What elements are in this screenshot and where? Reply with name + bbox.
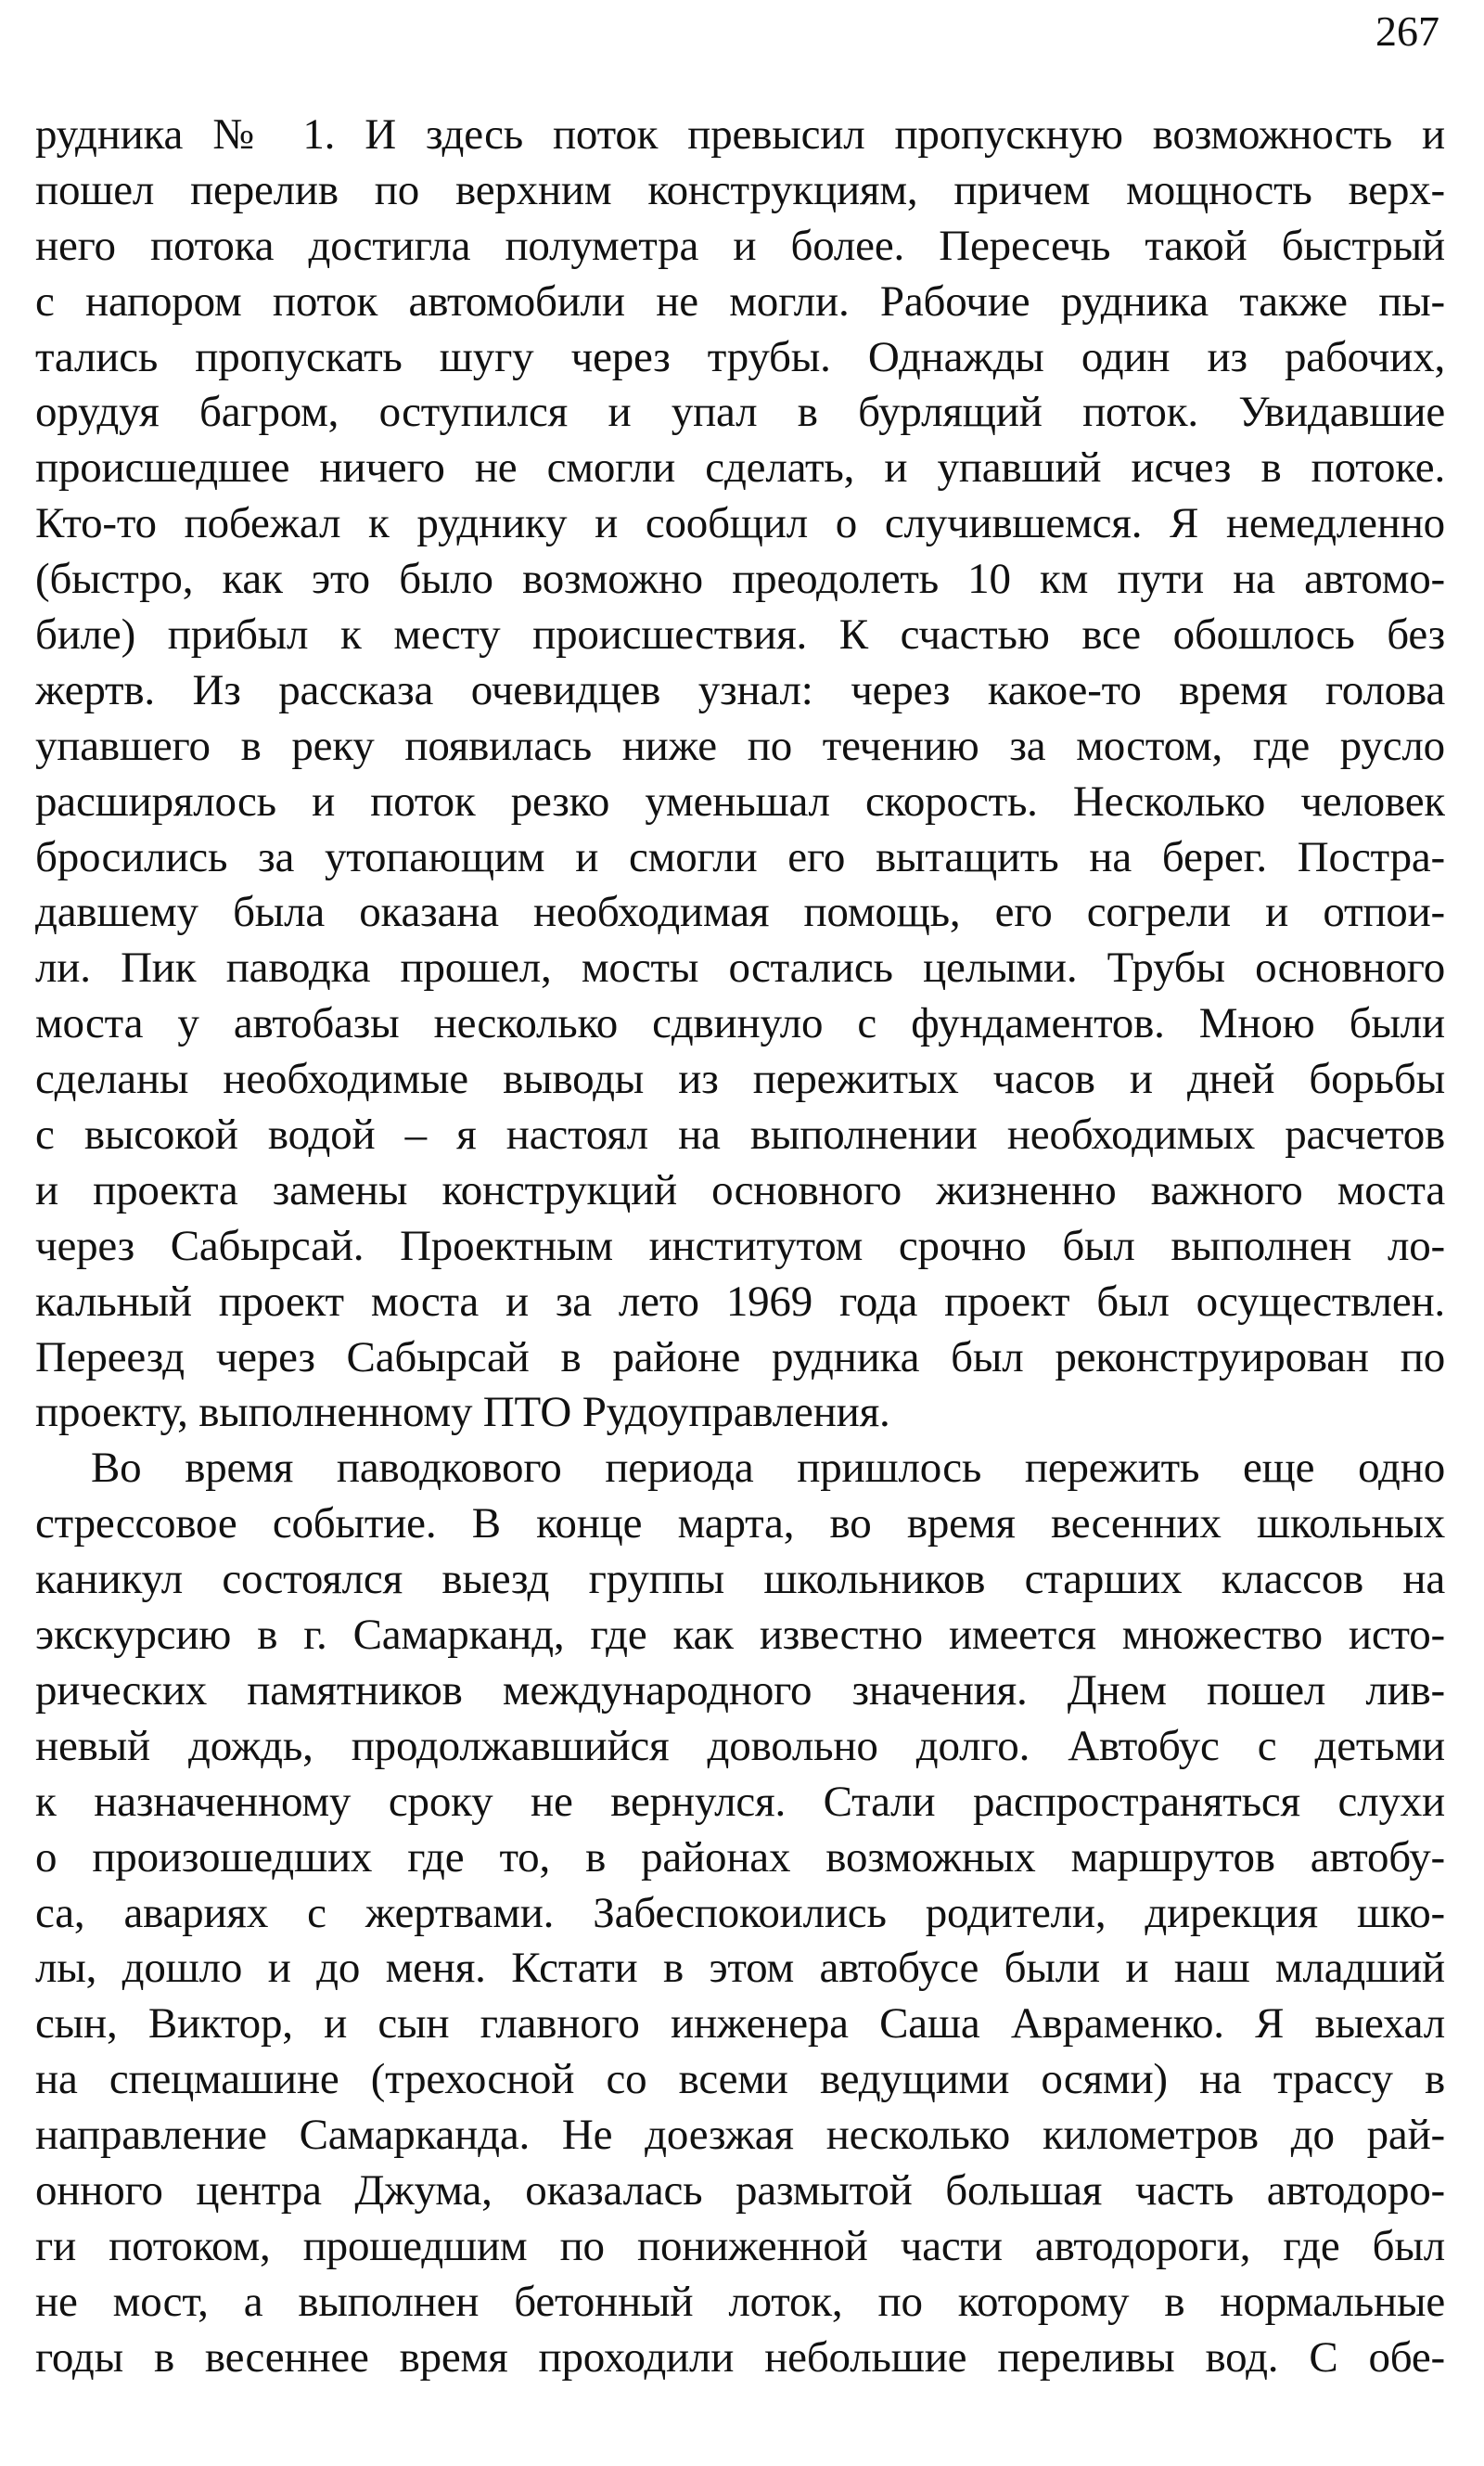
text-line: сын, Виктор, и сын главного инженера Саша Авраменко. Я выехал — [35, 1999, 1445, 2049]
text-line: о произошедших где то, в районах возможных маршрутов автобу- — [35, 1832, 1445, 1882]
text-line: лы, дошло и до меня. Кстати в этом автобусе были и наш младший — [35, 1944, 1445, 1993]
text-line: не мост, а выполнен бетонный лоток, по которому в нормальные — [35, 2277, 1445, 2326]
text-line: ли. Пик паводка прошел, мосты остались целыми. Трубы основного — [35, 944, 1445, 993]
text-line: упавшего в реку появилась ниже по течению за мостом, где русло — [35, 721, 1445, 770]
text-line: моста у автобазы несколько сдвинуло с фундаментов. Мною были — [35, 999, 1445, 1048]
text-line: происшедшее ничего не смогли сделать, и упавший исчез в потоке. — [35, 443, 1445, 493]
text-line: (быстро, как это было возможно преодолеть 10 км пути на автомо- — [35, 555, 1445, 604]
text-line: направление Самарканда. Не доезжая несколько километров до рай- — [35, 2111, 1445, 2160]
paragraph — [35, 108, 1445, 1441]
text-line: на спецмашине (трехосной со всеми ведущими осями) на трассу в — [35, 2055, 1445, 2104]
text-line: ги потоком, прошедшим по пониженной части автодороги, где был — [35, 2221, 1445, 2270]
text-line: сделаны необходимые выводы из пережитых часов и дней борьбы — [35, 1055, 1445, 1104]
body-text — [35, 108, 1445, 2386]
text-line: к назначенному сроку не вернулся. Стали распространяться слухи — [35, 1777, 1445, 1826]
text-line: рудника № 1. И здесь поток превысил пропускную возможность и — [35, 110, 1445, 159]
text-line: кальный проект моста и за лето 1969 года проект был осуществлен. — [35, 1277, 1445, 1326]
page-number: 267 — [1375, 7, 1439, 55]
text-line: биле) прибыл к месту происшествия. К счастью все обошлось без — [35, 610, 1445, 660]
text-line: расширялось и поток резко уменьшал скорость. Несколько человек — [35, 777, 1445, 826]
text-line: тались пропускать шугу через трубы. Однажды один из рабочих, — [35, 332, 1445, 381]
text-line: проекту, выполненному ПТО Рудоуправления. — [35, 1388, 890, 1437]
text-line: бросились за утопающим и смогли его вытащить на берег. Постра- — [35, 832, 1445, 881]
paragraph — [35, 1441, 1445, 2385]
text-line: орудуя багром, оступился и упал в бурлящий поток. Увидавшие — [35, 388, 1445, 437]
text-line: жертв. Из рассказа очевидцев узнал: через какое-то время голова — [35, 665, 1445, 714]
text-line: давшему была оказана необходимая помощь, его согрели и отпои- — [35, 888, 1445, 937]
text-line: и проекта замены конструкций основного жизненно важного моста — [35, 1165, 1445, 1214]
text-line: пошел перелив по верхним конструкциям, причем мощность верх- — [35, 165, 1445, 214]
text-line: рических памятников международного значения. Днем пошел лив- — [35, 1665, 1445, 1715]
text-line: невый дождь, продолжавшийся довольно долго. Автобус с детьми — [35, 1721, 1445, 1770]
text-line: с напором поток автомобили не могли. Рабочие рудника также пы- — [35, 276, 1445, 326]
text-line: онного центра Джума, оказалась размытой большая часть автодоро- — [35, 2165, 1445, 2215]
text-line: стрессовое событие. В конце марта, во время весенних школьных — [35, 1499, 1445, 1548]
text-line: Кто-то побежал к руднику и сообщил о случившемся. Я немедленно — [35, 499, 1445, 548]
text-line: Во время паводкового периода пришлось пережить еще одно — [91, 1444, 1445, 1493]
text-line: годы в весеннее время проходили небольшие переливы вод. С обе- — [35, 2332, 1445, 2382]
text-line: Переезд через Сабырсай в районе рудника был реконструирован по — [35, 1332, 1445, 1381]
text-line: экскурсию в г. Самарканд, где как известно имеется множество исто- — [35, 1611, 1445, 1660]
text-line: него потока достигла полуметра и более. Пересечь такой быстрый — [35, 221, 1445, 270]
text-line: с высокой водой – я настоял на выполнении необходимых расчетов — [35, 1111, 1445, 1160]
text-line: через Сабырсай. Проектным институтом срочно был выполнен ло- — [35, 1221, 1445, 1270]
text-line: каникул состоялся выезд группы школьников старших классов на — [35, 1555, 1445, 1604]
text-line: са, авариях с жертвами. Забеспокоились родители, дирекция шко- — [35, 1888, 1445, 1937]
